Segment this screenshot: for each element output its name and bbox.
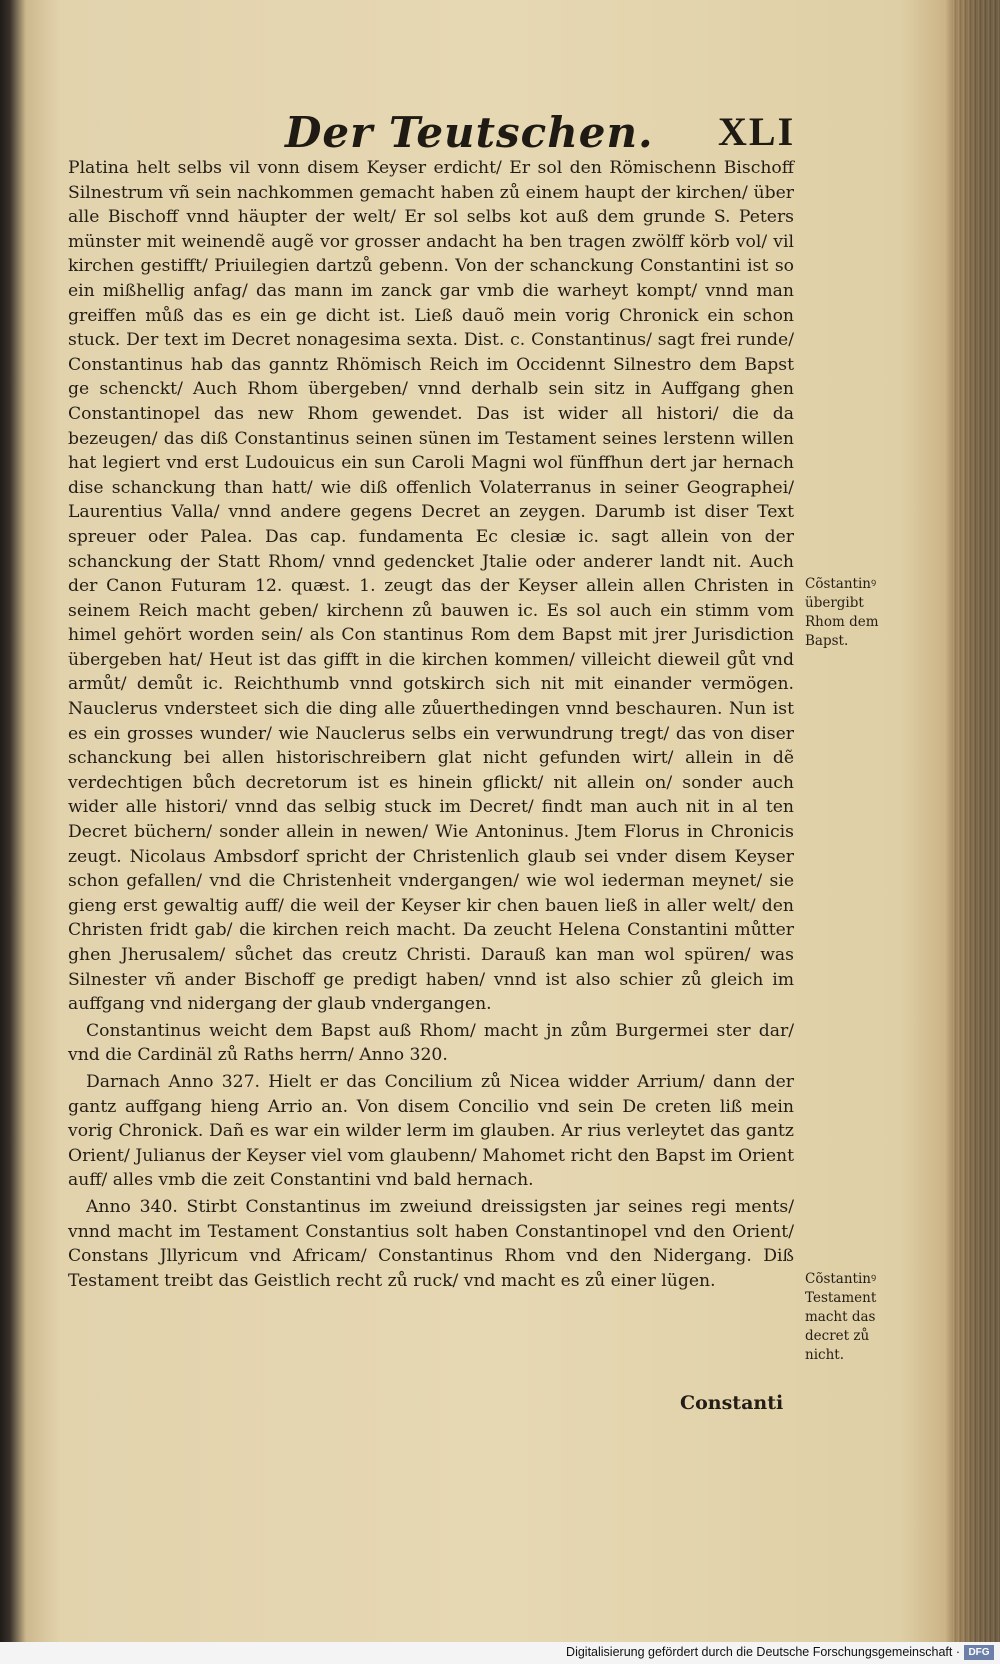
paragraph: Darnach Anno 327. Hielt er das Concilium zů Nicea widder Arrium/ dann der gantz auffgang hieng Arrio an. Von disem Concilio vnd sein De creten liß mein vorig Chronick. Dañ es war ein wilder lerm im glauben. Ar rius verleytet das gantz Orient/ Julianus der Keyser viel vom glaubenn/ Mahomet richt den Bapst im Orient auff/ alles vmb die zeit Constantini vnd bald hernach.: [68, 1071, 794, 1191]
paragraph: Constantinus weicht dem Bapst auß Rhom/ macht jn zům Burgermei ster dar/ vnd die Cardinäl zů Raths herrn/ Anno 320.: [68, 1020, 794, 1066]
paragraph: Platina helt selbs vil vonn disem Keyser erdicht/ Er sol den Römischenn Bischoff Silnestrum vñ sein nachkommen gemacht haben zů einem haupt der kirchen/ über alle Bischoff vnnd häupter der welt/ Er sol selbs kot auß dem grunde S. Peters münster mit weinendẽ augẽ vor grosser andacht ha ben tragen zwölff körb vol/ vil kirchen gestifft/ Priuilegien dartzů gebenn. Von der schanckung Constantini ist so ein mißhellig anfag/ das mann im zanck gar vmb die warheyt kompt/ vnnd man greiffen můß das es ein ge dicht ist. Ließ dauõ mein vorig Chronick ein schon stuck. Der text im Decret nonagesima sexta. Dist. c. Constantinus/ sagt frei runde/ Constantinus hab das ganntz Rhömisch Reich im Occidennt Silnestro dem Bapst ge schenckt/ Auch Rhom übergeben/ vnnd derhalb sein sitz in Auffgang ghen Constantinopel das new Rhom gewendet. Das ist wider all histori/ die da bezeugen/ das diß Constantinus seinen sünen im Testament seines lerstenn willen hat legiert vnd erst Ludouicus ein sun Caroli Magni wol fünffhun dert jar hernach dise schanckung than hatt/ wie diß offenlich Volaterranus in seiner Geographei/ Laurentius Valla/ vnnd andere gegens Decret an zeygen. Darumb ist diser Text spreuer oder Palea. Das cap. fundamenta Ec clesiæ ic. sagt allein von der schanckung der Statt Rhom/ vnnd gedencket Jtalie oder anderer landt nit. Auch der Canon Futuram 12. quæst. 1. zeugt das der Keyser allein allen Christen in seinem Reich macht geben/ kirchenn zů bauwen ic. Es sol auch ein stimm vom himel gehört worden sein/ als Con stantinus Rom dem Bapst mit jrer Jurisdiction übergeben hat/ Heut ist das gifft in die kirchen kommen/ villeicht dieweil gůt vnd armůt/ demůt ic. Reichthumb vnnd gotskirch sich nit mit einander vermögen. Nauclerus vndersteet sich die ding alle zůuerthedingen vnnd beschauren. Nun ist es ein grosses wunder/ wie Nauclerus selbs ein verwundrung tregt/ das von diser schanckung bei allen historischreibern glat nicht gefunden wirt/ allein in dẽ verdechtigen bůch decretorum ist es hinein gflickt/ nit allein on/ sonder auch wider alle histori/ vnnd das selbig stuck im Decret/ findt man auch nit in al ten Decret büchern/ sonder allein in newen/ Wie Antoninus. Jtem Florus in Chronicis zeugt. Nicolaus Ambsdorf spricht der Christenlich glaub sei vnder disem Keyser schon gefallen/ vnd die Christenheit vndergangen/ wie wol iederman meynet/ sie gieng erst gewaltig auff/ die weil der Keyser kir chen bauen ließ in aller welt/ den Christen fridt gab/ die kirchen reich macht. Da zeucht Helena Constantini můtter ghen Jherusalem/ sůchet das creutz Christi. Darauß kan man wol spüren/ was Silnester vñ ander Bischoff ge predigt haben/ vnnd ist also schier zů gleich im auffgang vnd nidergang der glaub vndergangen.: [68, 158, 794, 1015]
folio-number: XLI: [718, 109, 796, 154]
margin-note: Cõstantinꝰ übergibt Rhom dem Bapst.: [805, 576, 879, 649]
running-header: Der Teutschen.: [285, 108, 654, 157]
footer-credit: Digitalisierung gefördert durch die Deutsche Forschungsgemeinschaft ·: [566, 1645, 960, 1659]
page-edges: [952, 0, 1000, 1664]
catchword: Constanti: [680, 1392, 784, 1414]
paragraph: Anno 340. Stirbt Constantinus im zweiund dreissigsten jar seines regi ments/ vnnd macht im Testament Constantius solt haben Constantinopel vnd den Orient/ Constans Jllyricum vnd Africam/ Constantinus Rhom vnd den Nidergang. Diß Testament treibt das Geistlich recht zů ruck/ vnd macht es zů einer lügen.: [68, 1196, 794, 1291]
dfg-logo: DFG: [964, 1645, 994, 1660]
margin-note: Cõstantinꝰ Testament macht das decret zů nicht.: [805, 1271, 877, 1363]
body-text: [68, 156, 794, 1295]
